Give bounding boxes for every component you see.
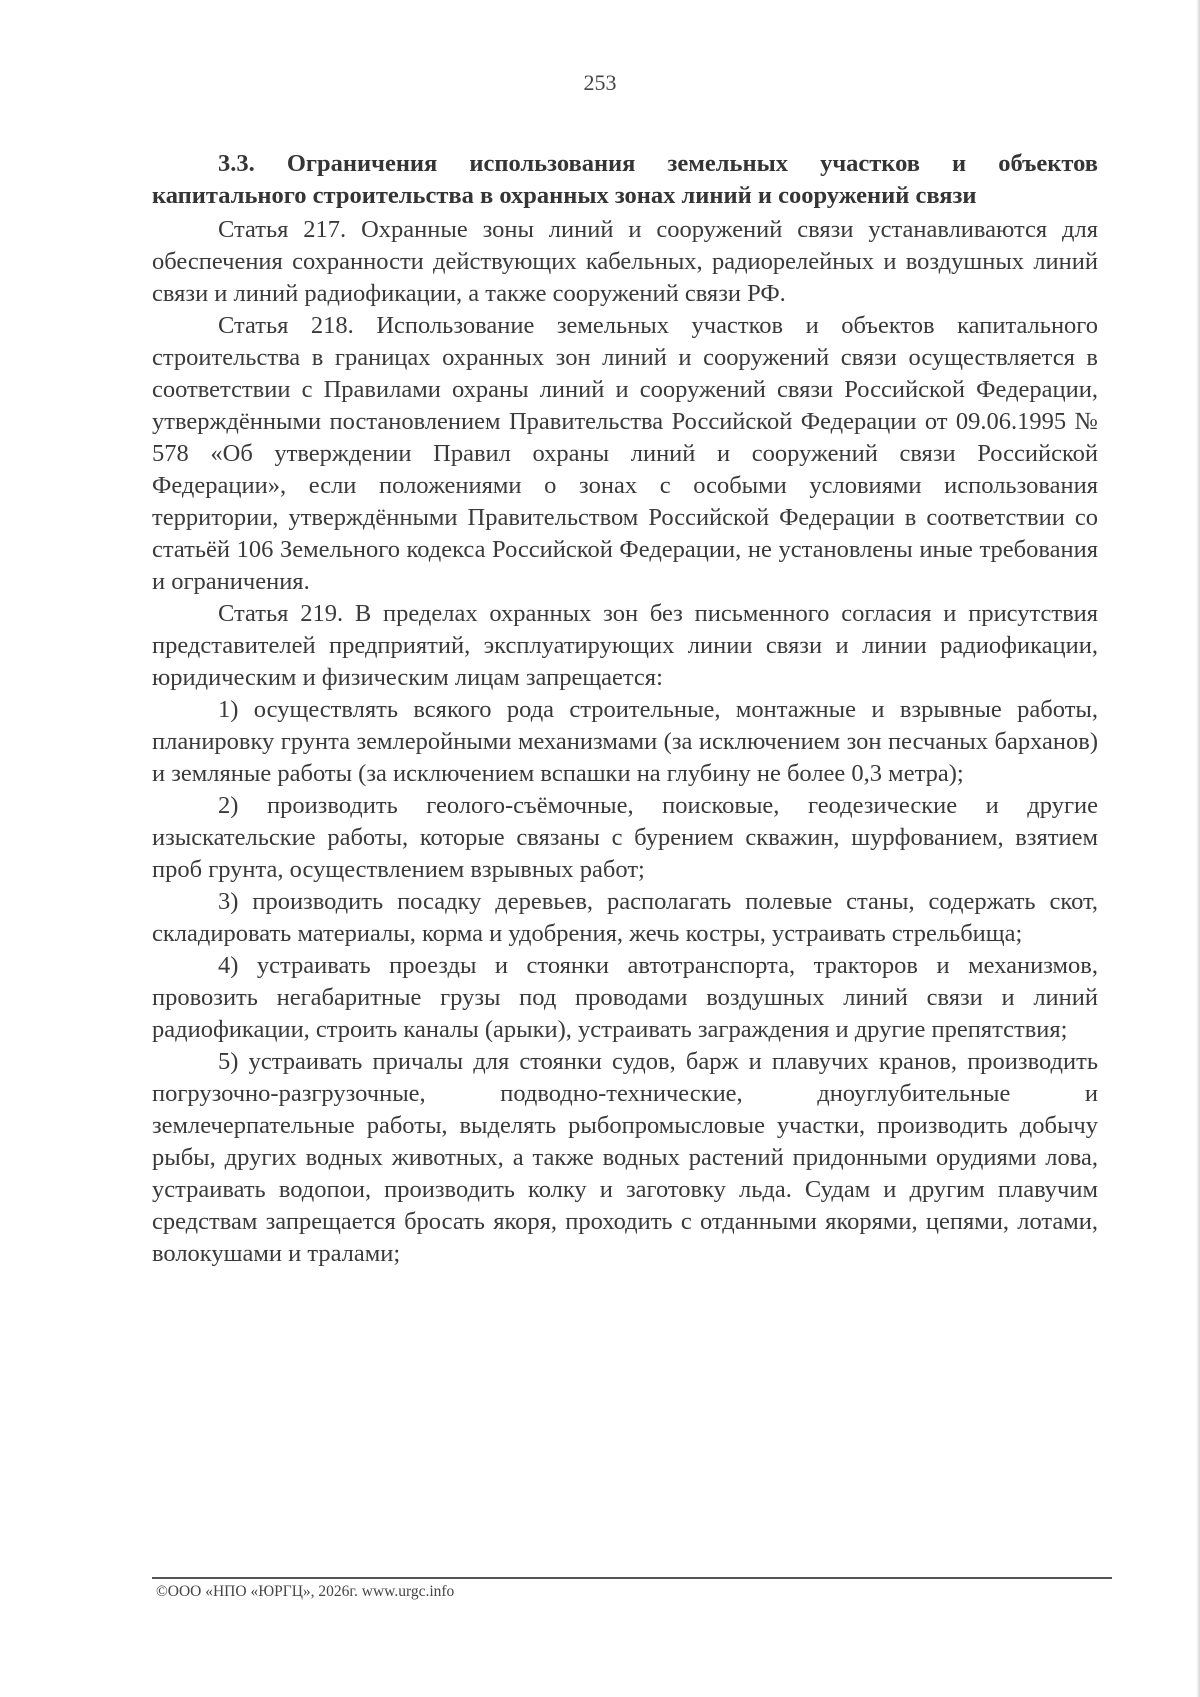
list-item: 5) устраивать причалы для стоянки судов, барж и плавучих кранов, производить погрузочно-разгрузочные, подводно-технические, дноуглубительные и землечерпательные работы, выделять рыбопромысловые участки, производить добычу рыбы, других водных животных, а также водных растений придонными орудиями лова, устраивать водопои, производить колку и заготовку льда. Судам и другим плавучим средствам запрещается бросать якоря, проходить с отданными якорями, цепями, лотами, волокушами и тралами; [152,1048,1098,1267]
page-number: 253 [583,70,617,95]
article-label: Статья 218. [218,312,354,339]
list-item: 2) производить геолого-съёмочные, поисковые, геодезические и другие изыскательские работы, которые связаны с бурением скважин, шурфованием, взятием проб грунта, осуществлением взрывных работ; [152,792,1098,883]
section-heading: 3.3. Ограничения использования земельных участков и объектов капитального строительства в охранных зонах линий и сооружений связи [152,150,1098,209]
article-218 [152,310,1098,598]
article-label: Статья 219. [218,600,344,627]
article-text: Использование земельных участков и объектов капитального строительства в границах охранных зон линий и сооружений связи осуществляется в соответствии с Правилами охраны линий и сооружений связи Российской Федерации, утверждёнными постановлением Правительства Российской Федерации от 09.06.1995 № 578 «Об утверждении Правил охраны линий и сооружений связи Российской Федерации», если положениями о зонах с особыми условиями использования территории, утверждёнными Правительством Российской Федерации в соответствии со статьёй 106 Земельного кодекса Российской Федерации, не установлены иные требования и ограничения. [152,312,1098,595]
article-219 [152,598,1098,694]
list-item: 4) устраивать проезды и стоянки автотранспорта, тракторов и механизмов, провозить негабаритные грузы под проводами воздушных линий связи и линий радиофикации, строить каналы (арыки), устраивать заграждения и другие препятствия; [152,952,1098,1043]
footer-copyright: ©ООО «НПО «ЮРГЦ», 2026г. www.urgc.info [156,1583,455,1600]
article-text: Охранные зоны линий и сооружений связи устанавливаются для обеспечения сохранности действующих кабельных, радиорелейных и воздушных линий связи и линий радиофикации, а также сооружений связи РФ. [152,216,1099,307]
footer-divider [152,1577,1112,1579]
scan-edge-shadow [1196,0,1200,1697]
list-item: 1) осуществлять всякого рода строительные, монтажные и взрывные работы, планировку грунта землеройными механизмами (за исключением зон песчаных барханов) и земляные работы (за исключением вспашки на глубину не более 0,3 метра); [152,696,1098,787]
article-217 [152,214,1098,310]
document-body [152,148,1098,1270]
list-item: 3) производить посадку деревьев, располагать полевые станы, содержать скот, складировать материалы, корма и удобрения, жечь костры, устраивать стрельбища; [152,888,1098,947]
article-text: В пределах охранных зон без письменного согласия и присутствия представителей предприятий, эксплуатирующих линии связи и линии радиофикации, юридическим и физическим лицам запрещается: [152,600,1099,691]
article-label: Статья 217. [218,216,347,243]
